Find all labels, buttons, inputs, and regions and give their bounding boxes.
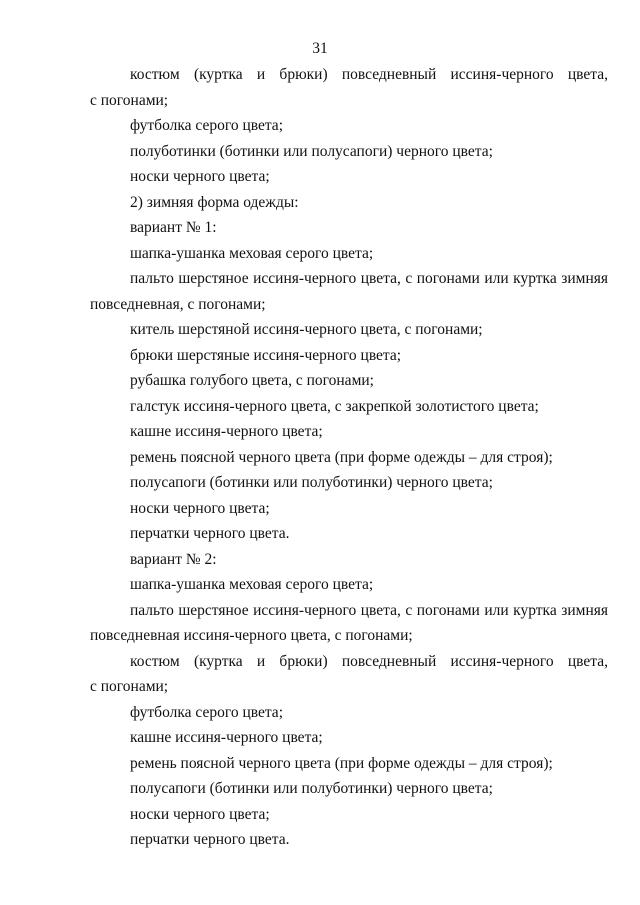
paragraph-line: пальто шерстяное иссиня-черного цвета, с погонами или куртка зимняя bbox=[130, 601, 608, 619]
document-paragraph: носки черного цвета; bbox=[130, 805, 270, 823]
document-paragraph: полуботинки (ботинки или полусапоги) черного цвета; bbox=[130, 142, 493, 160]
document-paragraph: футболка серого цвета; bbox=[130, 703, 283, 721]
document-paragraph bbox=[90, 649, 608, 700]
document-paragraph: кашне иссиня-черного цвета; bbox=[130, 423, 323, 440]
document-paragraph: брюки шерстяные иссиня-черного цвета; bbox=[130, 346, 402, 364]
paragraph-continuation: повседневная, с погонами; bbox=[90, 295, 266, 313]
document-paragraph: галстук иссиня-черного цвета, с закрепкой золотистого цвета; bbox=[130, 397, 539, 415]
document-paragraph: носки черного цвета; bbox=[130, 499, 270, 517]
paragraph-continuation: повседневная иссиня-черного цвета, с погонами; bbox=[90, 627, 413, 644]
document-paragraph: рубашка голубого цвета, с погонами; bbox=[130, 372, 374, 389]
paragraph-line: костюм (куртка и брюки) повседневный иссиня-черного цвета, bbox=[130, 652, 608, 670]
document-paragraph: кашне иссиня-черного цвета; bbox=[130, 729, 323, 746]
document-paragraph: китель шерстяной иссиня-черного цвета, с погонами; bbox=[130, 321, 483, 338]
document-paragraph: ремень поясной черного цвета (при форме одежды – для строя); bbox=[130, 448, 553, 466]
document-paragraph bbox=[90, 266, 608, 317]
document-paragraph bbox=[90, 598, 608, 649]
document-paragraph: носки черного цвета; bbox=[130, 168, 270, 185]
document-body bbox=[90, 62, 608, 853]
paragraph-line: пальто шерстяное иссиня-черного цвета, с погонами или куртка зимняя bbox=[130, 270, 608, 287]
document-paragraph: ремень поясной черного цвета (при форме одежды – для строя); bbox=[130, 754, 553, 772]
document-paragraph: вариант № 1: bbox=[130, 219, 217, 236]
document-paragraph: полусапоги (ботинки или полуботинки) черного цвета; bbox=[130, 780, 493, 797]
document-paragraph bbox=[90, 62, 608, 113]
paragraph-continuation: с погонами; bbox=[90, 91, 169, 109]
page-number: 31 bbox=[312, 40, 328, 57]
paragraph-continuation: с погонами; bbox=[90, 678, 169, 695]
document-paragraph: 2) зимняя форма одежды: bbox=[130, 193, 299, 211]
document-paragraph: шапка-ушанка меховая серого цвета; bbox=[130, 244, 374, 262]
document-paragraph: футболка серого цвета; bbox=[130, 117, 283, 134]
paragraph-line: костюм (куртка и брюки) повседневный иссиня-черного цвета, bbox=[130, 66, 608, 83]
document-paragraph: перчатки черного цвета. bbox=[130, 831, 290, 848]
document-paragraph: вариант № 2: bbox=[130, 550, 217, 568]
document-paragraph: шапка-ушанка меховая серого цвета; bbox=[130, 576, 374, 593]
document-paragraph: полусапоги (ботинки или полуботинки) черного цвета; bbox=[130, 474, 493, 491]
document-paragraph: перчатки черного цвета. bbox=[130, 525, 290, 542]
